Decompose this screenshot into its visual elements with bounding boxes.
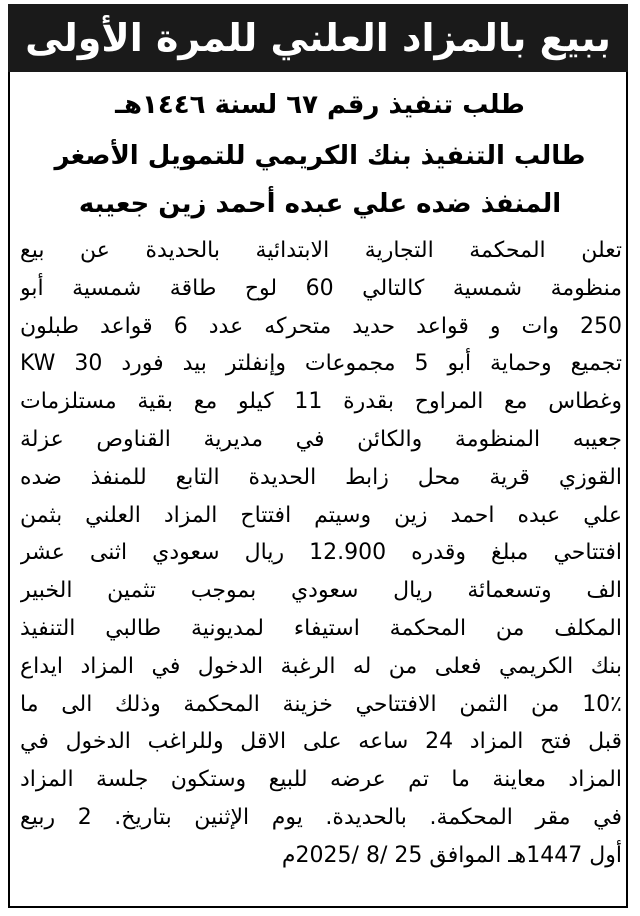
body-line: تعلن المحكمة التجارية الابتدائية بالحديدة عن بيع [20,238,622,263]
case-number: طلب تنفيذ رقم ٦٧ لسنة ١٤٤٦هـ [115,90,525,120]
body-line: افتتاحي مبلغ وقدره 12.900 ريال سعودي اثنى عشر [20,540,622,566]
body-line: تجميع وحماية أبو 5 مجموعات وإنفلتر بيد فورد KW 30 [20,351,622,377]
body-line: المكلف من المحكمة استيفاء لمديونية طالبي التنفيذ [20,615,622,641]
body-line: منظومة شمسية كالتالي 60 لوح طاقة شمسية أبو [20,275,622,301]
body-line: بنك الكريمي فعلى من له الرغبة الدخول في المزاد ايداع [20,653,622,679]
body-line: الف وتسعمائة ريال سعودي بموجب تثمين الخبير [20,578,622,604]
body-line: 10٪ من الثمن الافتتاحي خزينة المحكمة وذلك الى ما [20,691,622,717]
body-line: قبل فتح المزاد 24 ساعه على الاقل وللراغب الدخول في [20,729,622,755]
notice-body [20,232,622,875]
body-line-last: أول 1447هـ الموافق 25 /8 /2025م [281,842,622,868]
body-line: في مقر المحكمة. بالحديدة. يوم الإثنين بتاريخ. 2 ربيع [20,804,622,830]
body-line: 250 وات و قواعد حديد متحركه عدد 6 قواعد طبلون [20,313,622,339]
body-line: جعيبه المنظومة والكائن في مديرية القناوص عزلة [20,426,622,452]
body-line: وغطاس مع المراوح بقدرة 11 كيلو مع بقية مستلزمات [20,389,622,415]
claimant: طالب التنفيذ بنك الكريمي للتمويل الأصغر [54,141,586,171]
notice-title: ببيع بالمزاد العلني للمرة الأولى [25,16,611,60]
defendant: المنفذ ضده علي عبده أحمد زين جعيبه [78,189,562,219]
header-bar [8,4,628,72]
body-line: علي عبده احمد زين وسيتم افتتاح المزاد العلني بثمن [20,502,622,528]
body-line: القوزي قرية محل زابط الحديدة التابع للمنفذ ضده [20,464,622,490]
body-line: المزاد معاينة ما تم عرضه للبيع وستكون جلسة المزاد [20,767,622,793]
